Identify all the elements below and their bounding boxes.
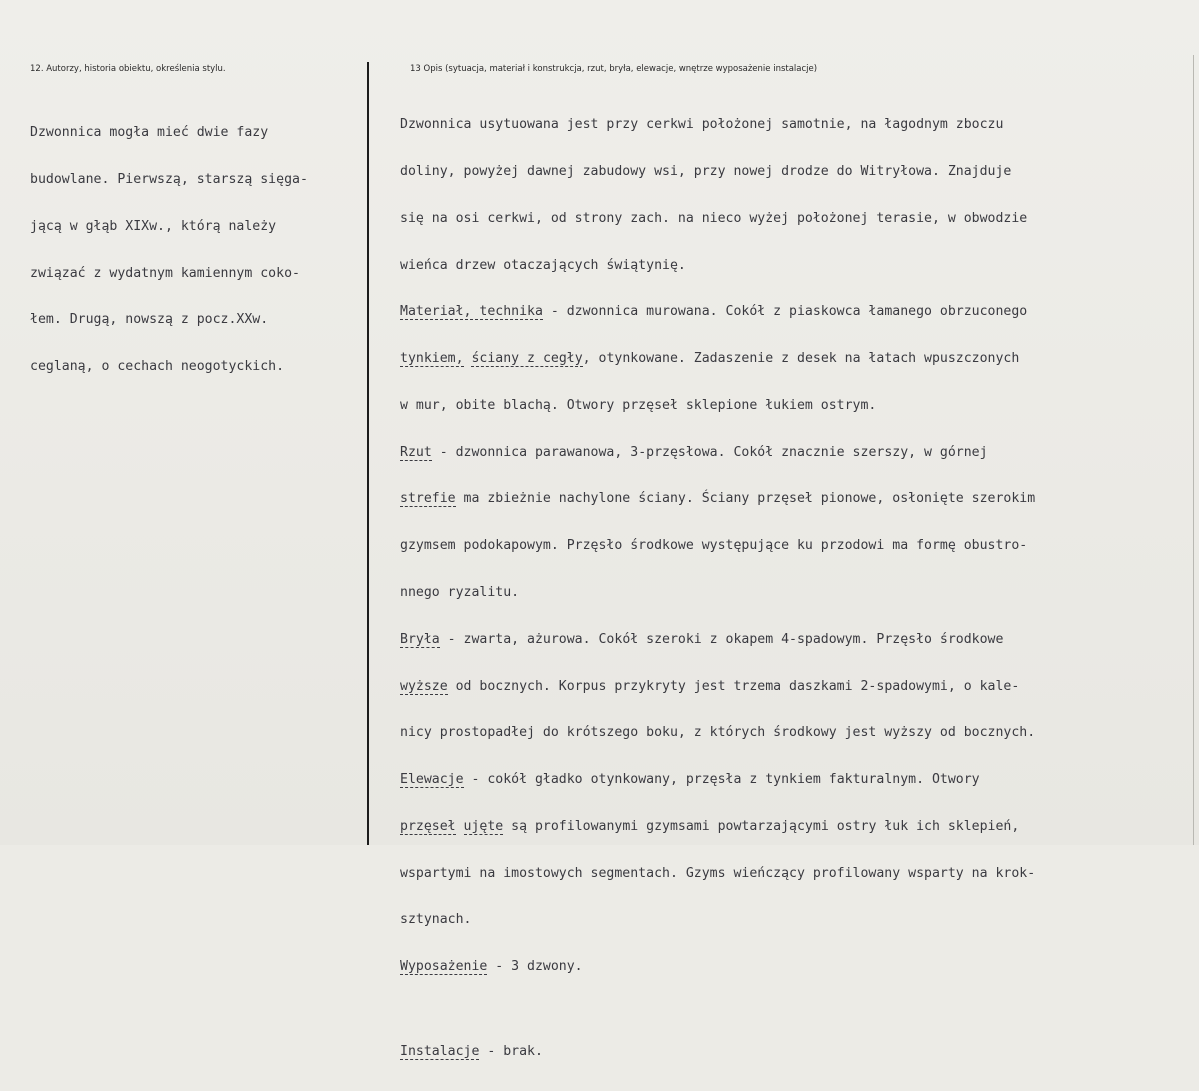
description-line: w mur, obite blachą. Otwory przęseł sklepione łukiem ostrym. [400, 397, 877, 413]
description-line: wyższe od bocznych. Korpus przykryty jest trzema daszkami 2-spadowymi, o kale- [400, 678, 1020, 694]
section-label-form: Bryła [400, 631, 440, 647]
underlined-term: przęseł [400, 818, 456, 834]
description-line: doliny, powyżej dawnej zabudowy wsi, przy nowej drodze do Witryłowa. Znajduje [400, 163, 1012, 179]
history-line: ceglaną, o cechach neogotyckich. [30, 359, 285, 375]
description-line: strefie ma zbieżnie nachylone ściany. Ściany przęseł pionowe, osłonięte szerokim [400, 491, 1036, 507]
section-label-equipment: Wyposażenie [400, 959, 488, 975]
history-line: Dzwonnica mogła mieć dwie fazy [30, 125, 269, 141]
history-line: budowlane. Pierwszą, starszą sięga- [30, 171, 308, 187]
description-line: sztynach. [400, 912, 472, 928]
description-line: się na osi cerkwi, od strony zach. na nieco wyżej położonej terasie, w obwodzie [400, 210, 1028, 226]
description-line: nicy prostopadłej do krótszego boku, z których środkowy jest wyższy od bocznych. [400, 725, 1036, 741]
paragraph-gap [400, 1006, 1035, 1013]
underlined-term: strefie [400, 491, 456, 507]
description-line: Bryła - zwarta, ażurowa. Cokół szeroki z okapem 4-spadowym. Przęsło środkowe [400, 631, 1004, 647]
description-line: Instalacje - brak. [400, 1044, 543, 1060]
description-line: Elewacje - cokół gładko otynkowany, przęsła z tynkiem fakturalnym. Otwory [400, 772, 980, 788]
underlined-term: wyższe [400, 678, 448, 694]
underlined-term: ujęte [463, 818, 504, 834]
description-line: gzymsem podokapowym. Przęsło środkowe występujące ku przodowi ma formę obustro- [400, 538, 1028, 554]
description-line: Rzut - dzwonnica parawanowa, 3-przęsłowa. Cokół znacznie szerszy, w górnej [400, 444, 988, 460]
sheet-edge [1193, 55, 1194, 845]
description-line: nnego ryzalitu. [400, 585, 520, 600]
history-line: związać z wydatnym kamiennym coko- [30, 265, 300, 281]
description-line: Materiał, technika - dzwonnica murowana. Cokół z piaskowca łamanego obrzuconego [400, 304, 1028, 320]
description-line: Dzwonnica usytuowana jest przy cerkwi położonej samotnie, na łagodnym zboczu [400, 117, 1004, 133]
section-label-elevations: Elewacje [400, 772, 464, 788]
description-line: wieńca drzew otaczających świątynię. [400, 257, 686, 273]
underlined-term: tynkiem, [400, 351, 464, 367]
column-divider [367, 62, 369, 845]
section-label-material: Materiał, technika [400, 304, 543, 320]
history-line: łem. Drugą, nowszą z pocz.XXw. [30, 312, 269, 328]
description-line: wspartymi na imostowych segmentach. Gzyms wieńczący profilowany wsparty na krok- [400, 865, 1036, 881]
description-text [400, 86, 1035, 1091]
right-column-header: 13 Opis (sytuacja, materiał i konstrukcja, rzut, bryła, elewacje, wnętrze wyposażenie instalacje) [410, 64, 818, 74]
description-line: przęseł ujęte są profilowanymi gzymsami powtarzającymi ostry łuk ich sklepień, [400, 818, 1020, 834]
left-column-header: 12. Autorzy, historia obiektu, określenia stylu. [30, 64, 226, 74]
section-label-plan: Rzut [400, 444, 432, 460]
section-label-installations: Instalacje [400, 1044, 480, 1060]
underlined-term: ściany z cegły [471, 351, 583, 367]
description-line: Wyposażenie - 3 dzwony. [400, 959, 583, 975]
history-line: jącą w głąb XIXw., którą należy [30, 218, 277, 234]
description-line: tynkiem, ściany z cegły, otynkowane. Zadaszenie z desek na łatach wpuszczonych [400, 351, 1020, 367]
history-text [30, 94, 308, 406]
